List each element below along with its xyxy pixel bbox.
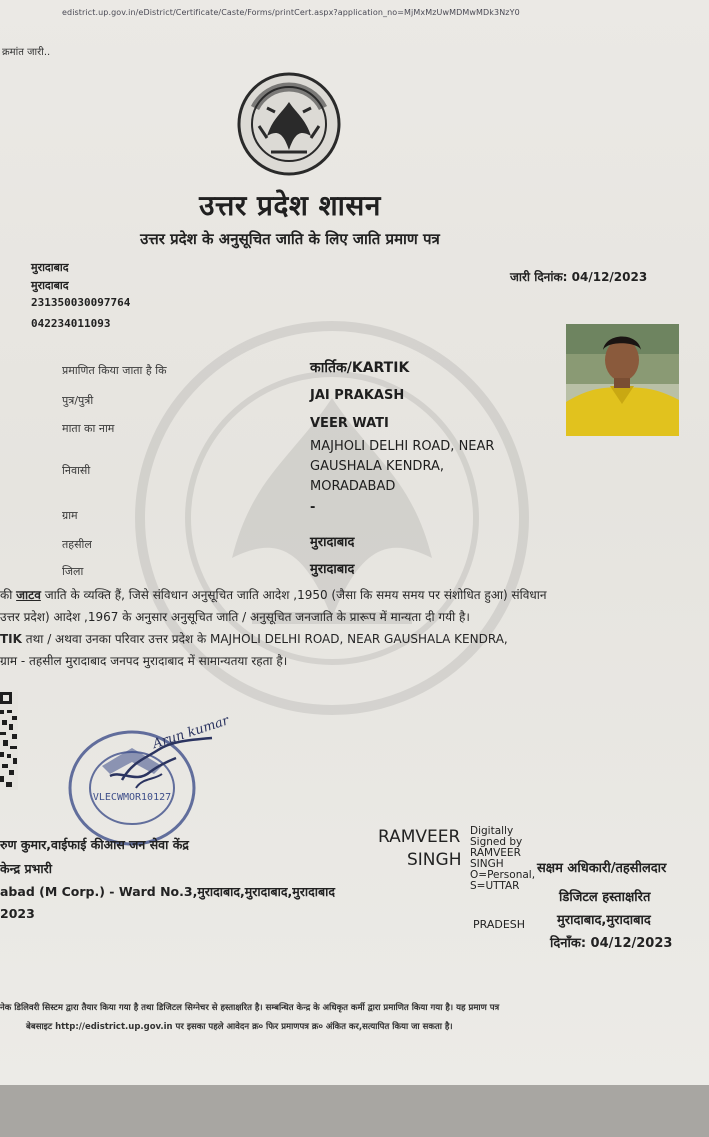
application-number: 231350030097764 — [31, 296, 131, 309]
body-line-1: की जाटव जाति के व्यक्ति हैं, जिसे संविधान अनुसूचित जाति आदेश ,1950 (जैसा कि समय समय पर संशोधित हुआ) संविधान — [0, 588, 547, 602]
certificate-number: 042234011093 — [31, 317, 111, 330]
resident-label: निवासी — [62, 464, 91, 477]
body-line-3: TIK तथा / अथवा उनका परिवार उत्तर प्रदेश के MAJHOLI DELHI ROAD, NEAR GAUSHALA KENDRA, — [0, 632, 508, 646]
district-line-2: मुरादाबाद — [31, 279, 69, 292]
certificate-title: उत्तर प्रदेश शासन — [199, 189, 381, 222]
son-of-label: पुत्र/पुत्री — [62, 394, 94, 407]
village-value: - — [310, 500, 316, 515]
footer-line-1: नेक डिलिवरी सिस्टम द्वारा तैयार किया गया है तथा डिजिटल सिग्नेचर से हस्ताक्षरित है। सम्बन्धित केन्द्र के अधिकृत कर्मी द्वारा प्रमाणित किया गया है। यह प्रमाण पत्र — [0, 1003, 500, 1013]
tehsil-label: तहसील — [62, 538, 92, 551]
print-url: edistrict.up.gov.in/eDistrict/Certificate/Caste/Forms/printCert.aspx?application_no=MjMxMzUwMDMwMDk3NzY0 — [62, 8, 520, 17]
signer-name-line-1: RAMVEER — [378, 827, 461, 847]
body-line-2: उत्तर प्रदेश) आदेश ,1967 के अनुसार अनुसूचित जाति / अनुसूचित जनजाति के प्रारूप में मान्यता दी गयी है। — [0, 610, 470, 624]
certificate-subtitle: उत्तर प्रदेश के अनुसूचित जाति के लिए जाति प्रमाण पत्र — [140, 230, 440, 248]
caste-name: जाटव — [16, 588, 41, 602]
district-label: जिला — [62, 565, 84, 578]
mother-label: माता का नाम — [62, 422, 115, 435]
certified-name: कार्तिक/KARTIK — [310, 360, 410, 376]
certified-label: प्रमाणित किया जाता है कि — [62, 364, 167, 377]
issue-date: जारी दिनांक: 04/12/2023 — [510, 270, 648, 284]
authority-place: मुरादाबाद,मुरादाबाद — [557, 913, 651, 928]
address-line: MAJHOLI DELHI ROAD, NEAR — [310, 439, 495, 454]
mother-name: VEER WATI — [310, 416, 389, 431]
address-line: MORADABAD — [310, 479, 396, 494]
signature-pradesh: PRADESH — [473, 918, 526, 931]
digital-signature-details: Digitally Signed by RAMVEER SINGH O=Personal, S=UTTAR — [470, 825, 536, 892]
authority-digital-signed: डिजिटल हस्ताक्षरित — [559, 890, 651, 905]
operator-line-4: 2023 — [0, 906, 35, 921]
top-fragment: क्रमांत जारी.. — [2, 47, 51, 58]
district-line-1: मुरादाबाद — [31, 261, 69, 274]
up-government-emblem-icon — [237, 72, 341, 176]
body-line-4: ग्राम - तहसील मुरादाबाद जनपद मुरादाबाद में सामान्यतया रहता है। — [0, 654, 288, 668]
operator-line-2: केन्द्र प्रभारी — [0, 861, 52, 876]
operator-line-3: abad (M Corp.) - Ward No.3,मुरादाबाद,मुरादाबाद,मुरादाबाद — [0, 884, 335, 899]
stamp-code: VLECWMOR10127 — [92, 792, 172, 803]
address-line: GAUSHALA KENDRA, — [310, 459, 444, 474]
resident-address — [310, 437, 494, 497]
seal-stamp — [62, 713, 231, 848]
operator-signature: Arun kumar — [151, 713, 231, 753]
applicant-photo — [566, 324, 679, 436]
village-label: ग्राम — [62, 509, 78, 522]
tehsil-value: मुरादाबाद — [310, 535, 355, 550]
father-name: JAI PRAKASH — [310, 388, 405, 403]
authority-date: दिनाँक: 04/12/2023 — [550, 936, 673, 951]
qr-code-icon — [0, 690, 18, 790]
signer-name-line-2: SINGH — [407, 850, 462, 870]
authority-title: सक्षम अधिकारी/तहसीलदार — [537, 861, 667, 876]
district-value: मुरादाबाद — [310, 562, 355, 577]
operator-line-1: रुण कुमार,वाईफाई कीआस जन सेवा केंद्र — [0, 837, 189, 852]
footer-line-2: बेबसाइट http://edistrict.up.gov.in पर इसका पहले आवेदन क्र० फिर प्रमाणपत्र क्र० अंकित कर,सत्यापित किया जा सकता है। — [26, 1022, 453, 1032]
